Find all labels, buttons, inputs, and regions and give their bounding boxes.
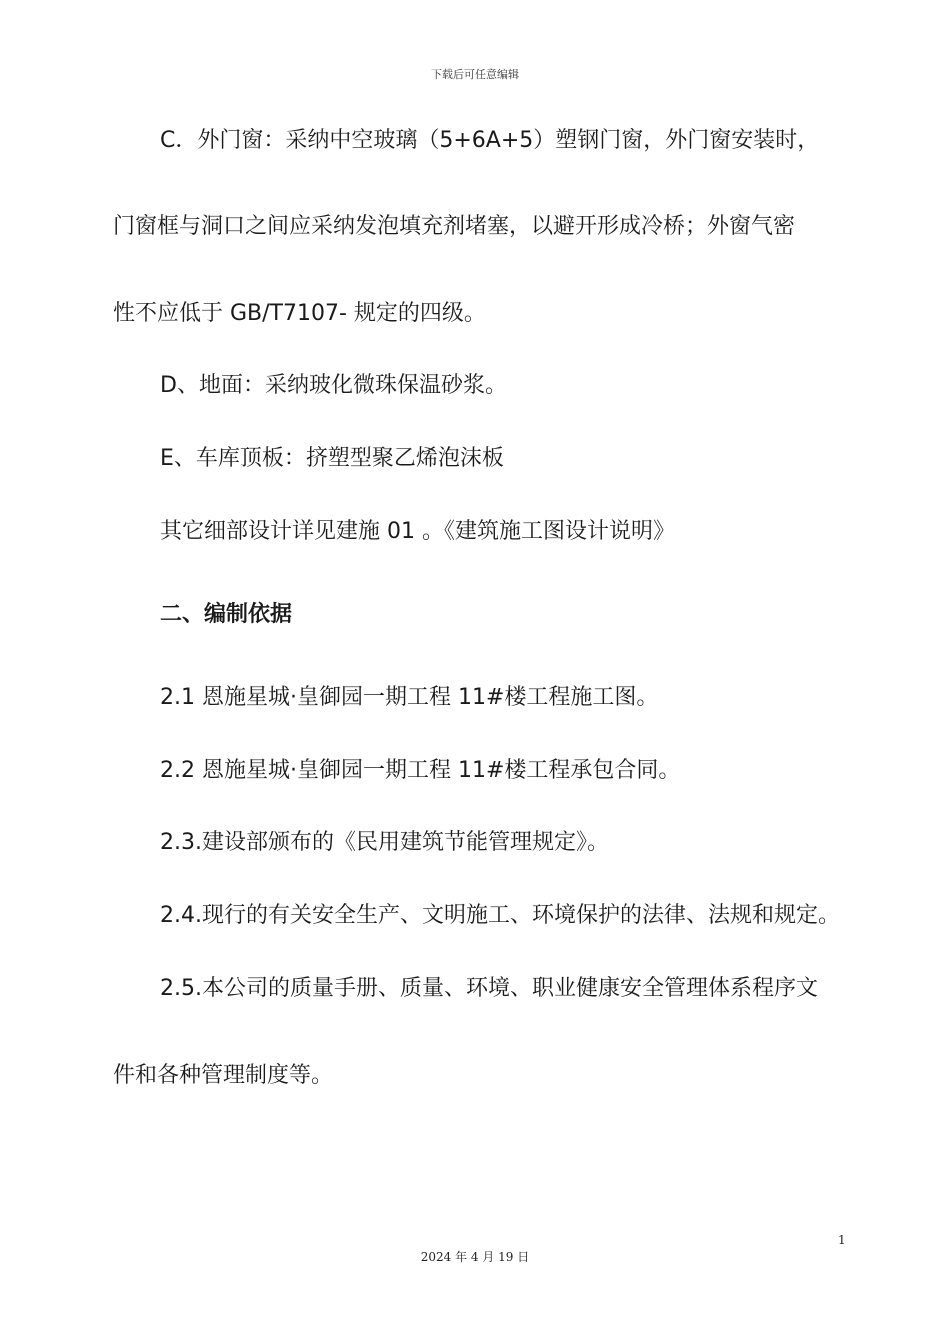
para-e: E、车库顶板：挤塑型聚乙烯泡沫板 xyxy=(160,446,504,471)
para-c-line-1: C．外门窗：采纳中空玻璃（5+6A+5）塑钢门窗，外门窗安装时， xyxy=(160,128,820,153)
para-c-line-2: 门窗框与洞口之间应采纳发泡填充剂堵塞，以避开形成冷桥；外窗气密 xyxy=(113,214,796,239)
para-c-line-3: 性不应低于 GB/T7107- 规定的四级。 xyxy=(113,301,486,326)
list-item-2-2: 2.2 恩施星城·皇御园一期工程 11#楼工程承包合同。 xyxy=(160,758,681,783)
para-other: 其它细部设计详见建施 01 。《建筑施工图设计说明》 xyxy=(160,519,675,544)
list-item-2-4: 2.4.现行的有关安全生产、文明施工、环境保护的法律、法规和规定。 xyxy=(160,903,840,928)
page-header-note: 下载后可任意编辑 xyxy=(431,68,519,81)
list-item-2-1: 2.1 恩施星城·皇御园一期工程 11#楼工程施工图。 xyxy=(160,685,659,710)
list-item-2-5-line-2: 件和各种管理制度等。 xyxy=(113,1063,334,1088)
list-item-2-5-line-1: 2.5.本公司的质量手册、质量、环境、职业健康安全管理体系程序文 xyxy=(160,976,818,1001)
footer-date: 2024 年 4 月 19 日 xyxy=(420,1250,530,1264)
list-item-2-3: 2.3.建设部颁布的《民用建筑节能管理规定》。 xyxy=(160,830,609,855)
para-d: D、地面：采纳玻化微珠保温砂浆。 xyxy=(160,373,507,398)
page-number: 1 xyxy=(838,1233,846,1247)
section-heading: 二、编制依据 xyxy=(160,602,293,627)
